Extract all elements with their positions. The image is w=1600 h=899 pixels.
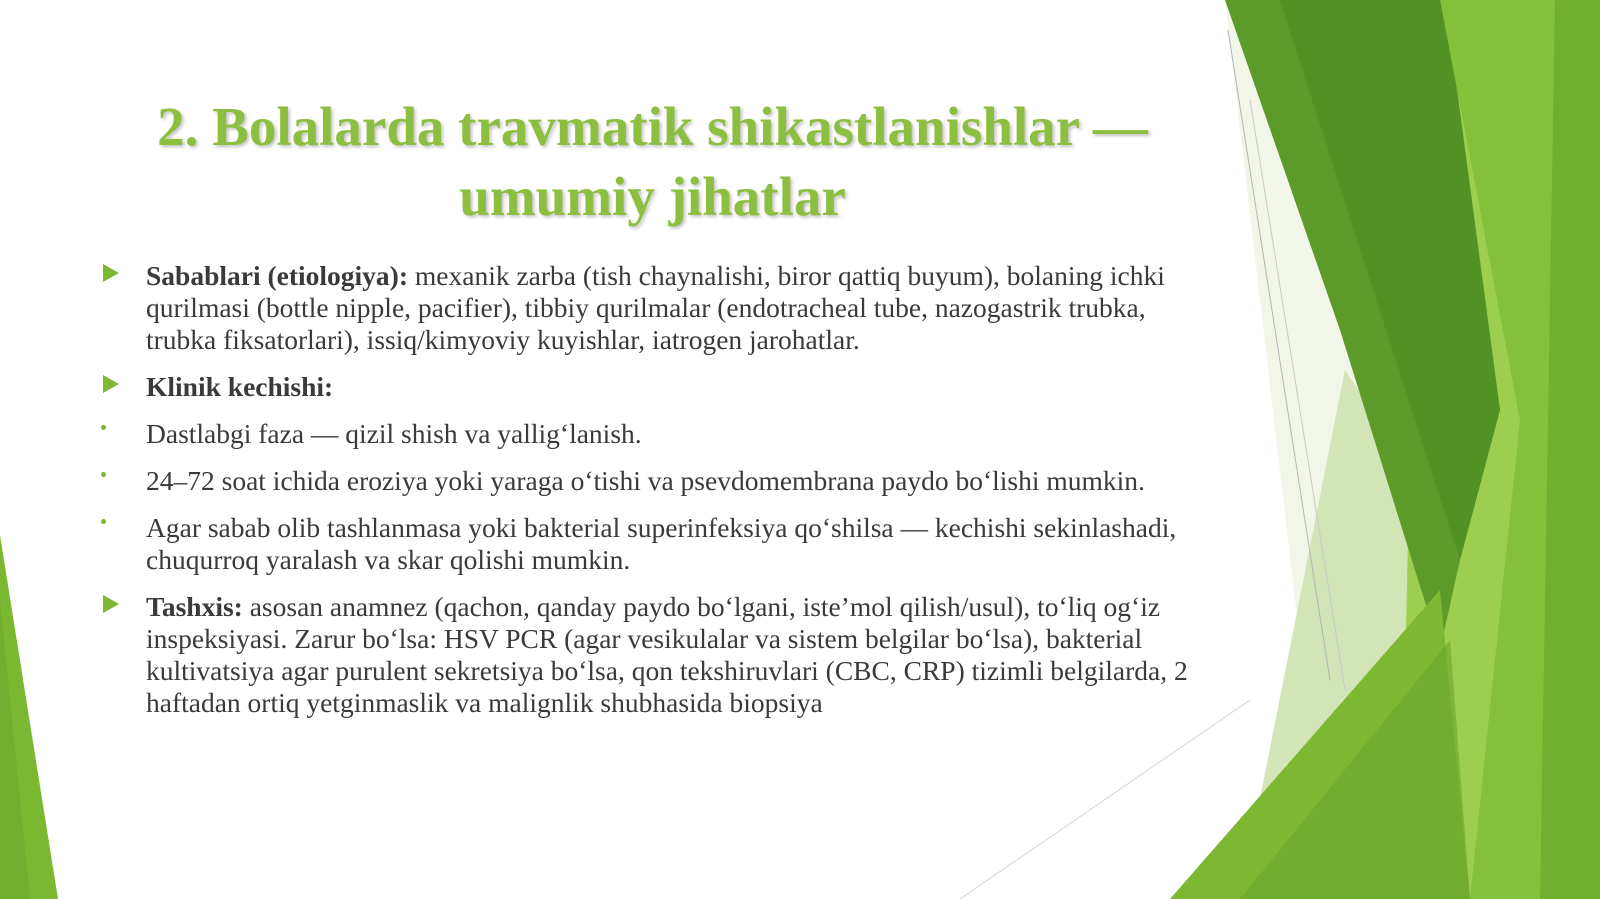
bullet-item-diagnosis: [100, 591, 1200, 719]
dot-bullet-icon: [101, 472, 106, 477]
bullet-label: Klinik kechishi:: [146, 371, 334, 402]
sub-bullet-item-erosion: [100, 465, 1200, 497]
triangle-bullet-icon: [103, 595, 119, 613]
dot-bullet-icon: [101, 519, 106, 524]
bullet-label: Sabablari (etiologiya):: [146, 260, 409, 291]
slide-title-line-1: 2. Bolalarda travmatik shikastlanishlar —: [157, 96, 1148, 157]
bullet-text: asosan anamnez (qachon, qanday paydo bo‘lgani, iste’mol qilish/usul), to‘liq og‘iz inspeksiyasi. Zarur bo‘lsa: HSV PCR (agar vesikulalar va sistem belgilar bo‘lsa), bakterial kultivatsiya agar purulent sekretsiya bo‘lsa, qon tekshiruvlari (CBC, CRP) tizimli belgilarda, 2 haftadan ortiq yetginmaslik va malignlik shubhasida biopsiya: [146, 591, 1188, 718]
bullet-text: 24–72 soat ichida eroziya yoki yaraga o‘tishi va psevdomembrana paydo bo‘lishi mumkin.: [146, 465, 1145, 496]
bullet-text: Dastlabgi faza — qizil shish va yallig‘lanish.: [146, 418, 642, 449]
slide-title-line-2: umumiy jihatlar: [459, 166, 846, 227]
bullet-item-etiology: [100, 260, 1200, 356]
triangle-bullet-icon: [103, 264, 119, 282]
bullet-label: Tashxis:: [146, 591, 243, 622]
sub-bullet-item-initial-phase: [100, 418, 1200, 450]
dot-bullet-icon: [101, 425, 106, 430]
bullet-item-clinical-course: [100, 371, 1200, 403]
slide-title: [90, 92, 1215, 232]
triangle-bullet-icon: [103, 375, 119, 393]
sub-bullet-item-superinfection: [100, 512, 1200, 576]
bullet-text: mexanik zarba (tish chaynalishi, biror qattiq buyum), bolaning ichki qurilmasi (bottle nipple, pacifier), tibbiy qurilmalar (endotracheal tube, nazogastrik trubka, trubka fiksatorlari), issiq/kimyoviy kuyishlar, iatrogen jarohatlar.: [146, 260, 1165, 355]
bullet-text: Agar sabab olib tashlanmasa yoki bakterial superinfeksiya qo‘shilsa — kechishi sekinlashadi, chuqurroq yaralash va skar qolishi mumkin.: [146, 512, 1177, 575]
slide-body: [100, 260, 1200, 734]
